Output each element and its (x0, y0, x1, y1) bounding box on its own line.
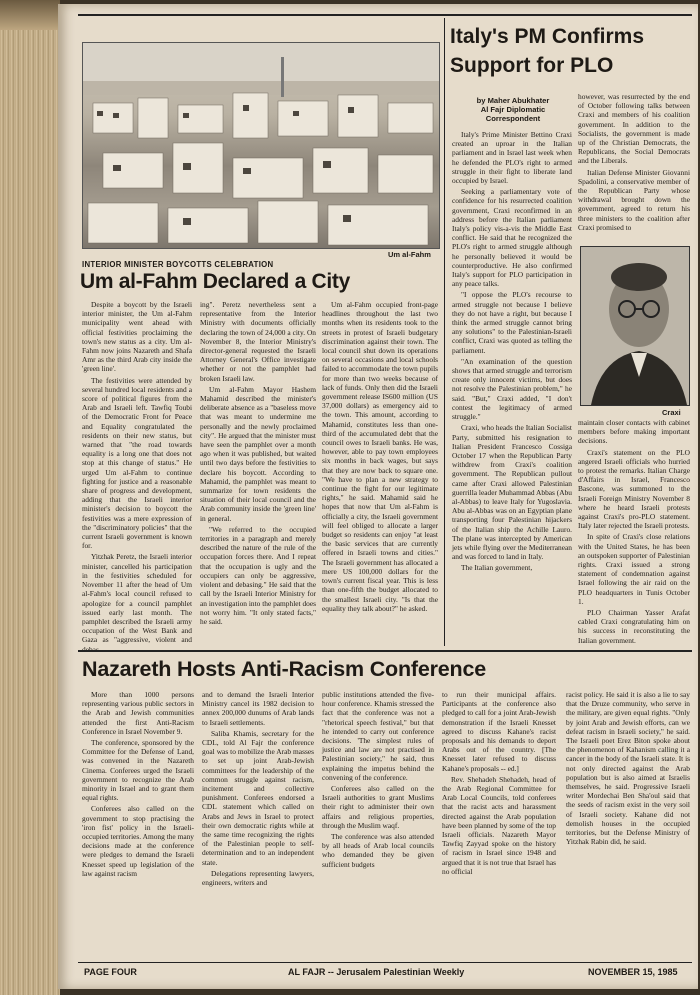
paragraph: "I oppose the PLO's recourse to armed struggle not because I believe they do not have a right, but because I think the armed struggle cannot bring any solutions" to the Palestinian-Israeli conflict, Craxi was quoted as telling the parliament. (452, 290, 572, 355)
paragraph: Craxi's statement on the PLO angered Israeli officials who hurried to protest the remarks. Italian Charge d'Affairs in Israel, Francesco Bascone, was summoned to the Israeli Foreign Ministry November 8 where he heard Israeli protests against Craxi's pro-PLO statement. Italy later rejected the Israeli protests. (578, 447, 690, 531)
photo-caption: Um al-Fahm (388, 250, 431, 259)
paragraph: Conferees also called on the government to stop practising the 'iron fist' policy in the Israeli-occupied territories. Among the many decisions made at the conference were pledges to demand the Israeli Knesset speed up legislation of the law against racism (82, 804, 194, 878)
paragraph: "We referred to the occupied territories in a paragraph and merely described the nature of the rule of the occupation forces there. And I repeat that the occupation is ugly and the occupiers can only be aggressive, violent and debasing." He said that the call by the Israeli Interior Ministry for an investigation into the pamphlet does not worry him. "It only stated facts," he said. (200, 524, 316, 626)
paragraph: and to demand the Israeli Interior Ministry cancel its 1982 decision to annex 200,000 dunums of Arab lands to Israeli settlements. (202, 690, 314, 727)
column-divider (444, 18, 445, 646)
paragraph: racist policy. He said it is also a lie to say that the Druze community, who serve in the military, are given equal rights. "Only by joint Arab and Jewish efforts, can we defeat racism in Israeli society," he said. The Israeli poet Erez Biton spoke about the phenomenon of Kahanism calling it a cancer in the body of the Israeli state. It is not only directed against the Arab population but is also aimed at Israelis themselves, he said. Progressive Israeli writer Mordechai Ben Sha'oul said that the seeds of racism exist in the very soil of Israeli society. Kahane did not demolish houses in the occupied territories, but the Defense Ministry of Yitzhak Rabin did, he said. (566, 690, 690, 847)
article1-column-1 (82, 300, 192, 646)
section-rule (78, 650, 692, 652)
article2-headline: Italy's PM Confirms Support for PLO (450, 25, 645, 77)
paragraph: Italy's Prime Minister Bettino Craxi created an uproar in the Italian parliament and in Israel last week when he defended the PLO's right to armed struggle in their fight to liberate land occupied by Israel. (452, 130, 572, 186)
paragraph: PLO Chairman Yasser Arafat cabled Craxi congratulating him on his success in reconstituting the Italian government. (578, 608, 690, 645)
bound-volume-spine (0, 0, 60, 995)
article3-column-1 (82, 690, 194, 960)
paragraph: to run their municipal affairs. Participants at the conference also pledged to call for a joint Arab-Jewish demonstration if the Israeli Knesset agreed to discuss Kahane's racist proposals and his demands to deport Arabs out of the country. [The Knesset later refused to discuss Kahane's proposals -- ed.] (442, 690, 556, 773)
article3-column-2 (202, 690, 314, 960)
article2-column-2a (578, 92, 690, 242)
portrait-illustration (581, 247, 689, 405)
paragraph: Delegations representing lawyers, engineers, writers and (202, 868, 314, 888)
paragraph: public institutions attended the five-hour conference. Khamis stressed the fact that the conference was not a "rhetorical speech festival," but that he intended to carry out conference decisions. 'The simplest rules of justice and law are not practised in Palestinian society," he said, thus explaining the impetus behind the convening of the conference. (322, 690, 434, 782)
town-rooftops-illustration (83, 43, 439, 248)
article1-headline: Um al-Fahm Declared a City (80, 270, 350, 293)
byline-line: by Maher Abukhater (476, 96, 550, 105)
portrait-caption: Craxi (662, 408, 681, 417)
paragraph: ing". Peretz nevertheless sent a representative from the Interior Ministry with documents officially declaring the town of 24,000 a city. On November 8, the Interior Ministry's director-general requested the Israeli Attorney General's Office investigate whether or not the pamphlet had broken Israeli law. (200, 300, 316, 383)
footer-rule (78, 962, 692, 963)
paragraph: Conferees also called on the Israeli authorities to grant Muslims their right to administer their own affairs and religious properties, through the Muslim waqf. (322, 784, 434, 830)
paragraph: Seeking a parliamentary vote of confidence for his resurrected coalition government, Craxi reconfirmed in an address before the Italian parliament Italy's policy vis-a-vis the Middle East conflict. He said that he recognized the PLO's right to armed struggle although he personally believed it would be counterproductive. He also confirmed Italy's support for PLO participation in any peace talks. (452, 187, 572, 289)
article1-kicker: INTERIOR MINISTER BOYCOTTS CELEBRATION (82, 260, 274, 269)
paragraph: Italian Defense Minister Giovanni Spadolini, a conservative member of the Republican Party whose withdrawal brought down the government, agreed to return his three ministers to the coalition after Craxi promised to (578, 167, 690, 232)
paragraph: Rev. Shehadeh Shehadeh, head of the Arab Regional Committee for Arab Local Councils, told conferees that the racist acts and harassment directed against the Arab population have been planned by some of the top Israeli officials. Nazareth Mayor Tawfiq Zayyad spoke on the history of racism in Israel since 1948 and argued that it is not true that Israel has no official (442, 774, 556, 876)
paragraph: Um al-Fahm Mayor Hashem Mahamid described the minister's deliberate absence as a "baseless move that was meant to undermine me personally and the newly proclaimed city". He argued that the minister must have seen the pamphlet over a month ago when it was published, but waited until two days before the festivities to declare his boycott. According to Mahamid, the pamphlet was meant to summarize for town residents the situation of their local council and the Arab community inside the 'green line' in general. (200, 384, 316, 523)
paragraph: however, was resurrected by the end of October following talks between Craxi and members of his coalition government. In addition to the Socialists, the government is made up of the Christian Democrats, the Republicans, the Social Democrats and the Liberals. (578, 92, 690, 166)
paragraph: Craxi, who heads the Italian Socialist Party, submitted his resignation to Italian President Francesco Cossiga October 17 when the Republican Party withdrew from Craxi's coalition government. The Republican pullout came after Craxi allowed Palestinian guerrilla leader Muhammad Abbas (Abu al-Abbas) to leave Italy for Yugoslavia. Abu al-Abbas was on an Egyptian plane transporting four Palestinian hijackers of the Italian ship the Achille Lauro. The plane was intercepted by American jets while flying over the Mediterranean and was forced to land in Italy. (452, 423, 572, 562)
paragraph: The conference was also attended by all heads of Arab local councils who demanded they be given sufficient budgets (322, 832, 434, 869)
byline-line: Correspondent (485, 114, 541, 123)
um-al-fahm-photo (82, 42, 440, 249)
article1-column-2 (200, 300, 316, 646)
paragraph: Yitzhak Peretz, the Israeli interior minister, cancelled his participation in the festivities scheduled for November 11 after the head of Um al-Fahm's local council refused to apologize for a council pamphlet issued early last month. The pamphlet described the Israeli army occupation of the West Bank and Gaza as "aggressive, violent and (82, 552, 192, 645)
article2-column-1 (452, 130, 572, 646)
article3-headline: Nazareth Hosts Anti-Racism Conference (82, 657, 486, 681)
article1-column-3 (322, 300, 438, 646)
spine-shadow (0, 0, 60, 30)
paragraph: maintain closer contacts with cabinet members before making important decisions. (578, 418, 690, 446)
paragraph: The Italian government, (461, 563, 533, 573)
paragraph: The conference, sponsored by the Committee for the Defense of Land, was convened in the Nazareth Cinema. Conferees urged the Israeli government to recognize the Arab minority in Israel and to grant them equal rights. (82, 738, 194, 803)
footer-page-number: PAGE FOUR (84, 967, 137, 977)
paragraph: Saliba Khamis, secretary for the CDL, told Al Fajr the conference goal was to mobilize the Arab masses to set up joint Arab-Jewish committees for the leadership of the common struggle against racism, incitement and collective punishment. Conferees endorsed a CDL statement which called on Arabs and Jews in Israel to protect their own democratic rights while at the same time recognizing the rights of the Palestinian people to self-determination and to an independent state. (202, 728, 314, 867)
paragraph: Um al-Fahm occupied front-page headlines throughout the last two months when its residents took to the streets in protest of Israeli budgetary discrimination against their town. The local council shut down its operations on several occasions and local schools failed to accommodate the town pupils for more than two weeks because of lack of funds. Only then did the Israeli government release IS600 million (US 37,000 dollars) as emergency aid to the town. This amount, according to Mahamid, constitutes less than one-third of the accumulated debt that the council owes to Israeli banks. He was, however, able to pay town employees six months in back wages, but says that they are now back to square one. "We have to plan a new strategy to continue the fight for our legitimate rights," he said. Mahamid said he hopes that now that Um al-Fahm is officially a city, the Israeli government will feel obliged to allocate a larger budget so residents can enjoy "at least the basic services that are currently offered in Israeli towns and cities." The Israeli government has allocated a mere US 100,000 dollars for the town's current fiscal year. This is less than one-fifth the budget allocated to the smallest Israeli city. "Is that the equality they talk about?" he asked. (322, 300, 438, 613)
article2-byline (458, 96, 568, 123)
paragraph: "An examination of the question shows that armed struggle and terrorism create only innocent victims, but does not resolve the Palestinian problem," he said. "But," Craxi added, "I don't contest the legitimacy of armed struggle." (452, 356, 572, 422)
article3-column-4 (442, 690, 556, 960)
paragraph: In spite of Craxi's close relations with the United States, he has been an outspoken supporter of Palestinian rights. Craxi issued a strong statement of condemnation against Israel following the air raid on the PLO headquarters in Tunis October 1. (578, 532, 690, 606)
article3-column-3 (322, 690, 434, 960)
paragraph: The festivities were attended by several hundred local residents and a score of political figures from the Arab and Israeli left. Tawfiq Toubi of the Democratic Front for Peace and Equality congratulated the residents on their new status, but warned that "the road towards equality is a long one that does not stop at this change of status." He urged Um al-Fahm to continue fighting for justice and a reasonable share of progress and development, adding that the Israeli interior minister's decision to boycott the festivities was a mere expression of the "discriminatory policies" that the current Israeli government is known for. (82, 375, 192, 551)
footer-masthead: AL FAJR -- Jerusalem Palestinian Weekly (288, 967, 465, 977)
paragraph: More than 1000 persons representing various public sectors in the Arab and Jewish communities attended the first Anti-Racism Conference in Israel November 9. (82, 690, 194, 736)
top-rule (78, 14, 692, 16)
paragraph: Despite a boycott by the Israeli interior minister, the Um al-Fahm municipality went ahead with official festivities proclaiming the town's new status as a city. Um al-Fahm now joins Nazareth and Shafa Amr as the third Arab city inside the 'green line'. (82, 300, 192, 374)
byline-line: Al Fajr Diplomatic (480, 105, 546, 114)
footer-date: NOVEMBER 15, 1985 (588, 967, 678, 977)
article3-column-5 (566, 690, 690, 960)
article2-column-2b (578, 418, 690, 646)
craxi-portrait-photo (580, 246, 690, 406)
newspaper-page (58, 4, 698, 989)
